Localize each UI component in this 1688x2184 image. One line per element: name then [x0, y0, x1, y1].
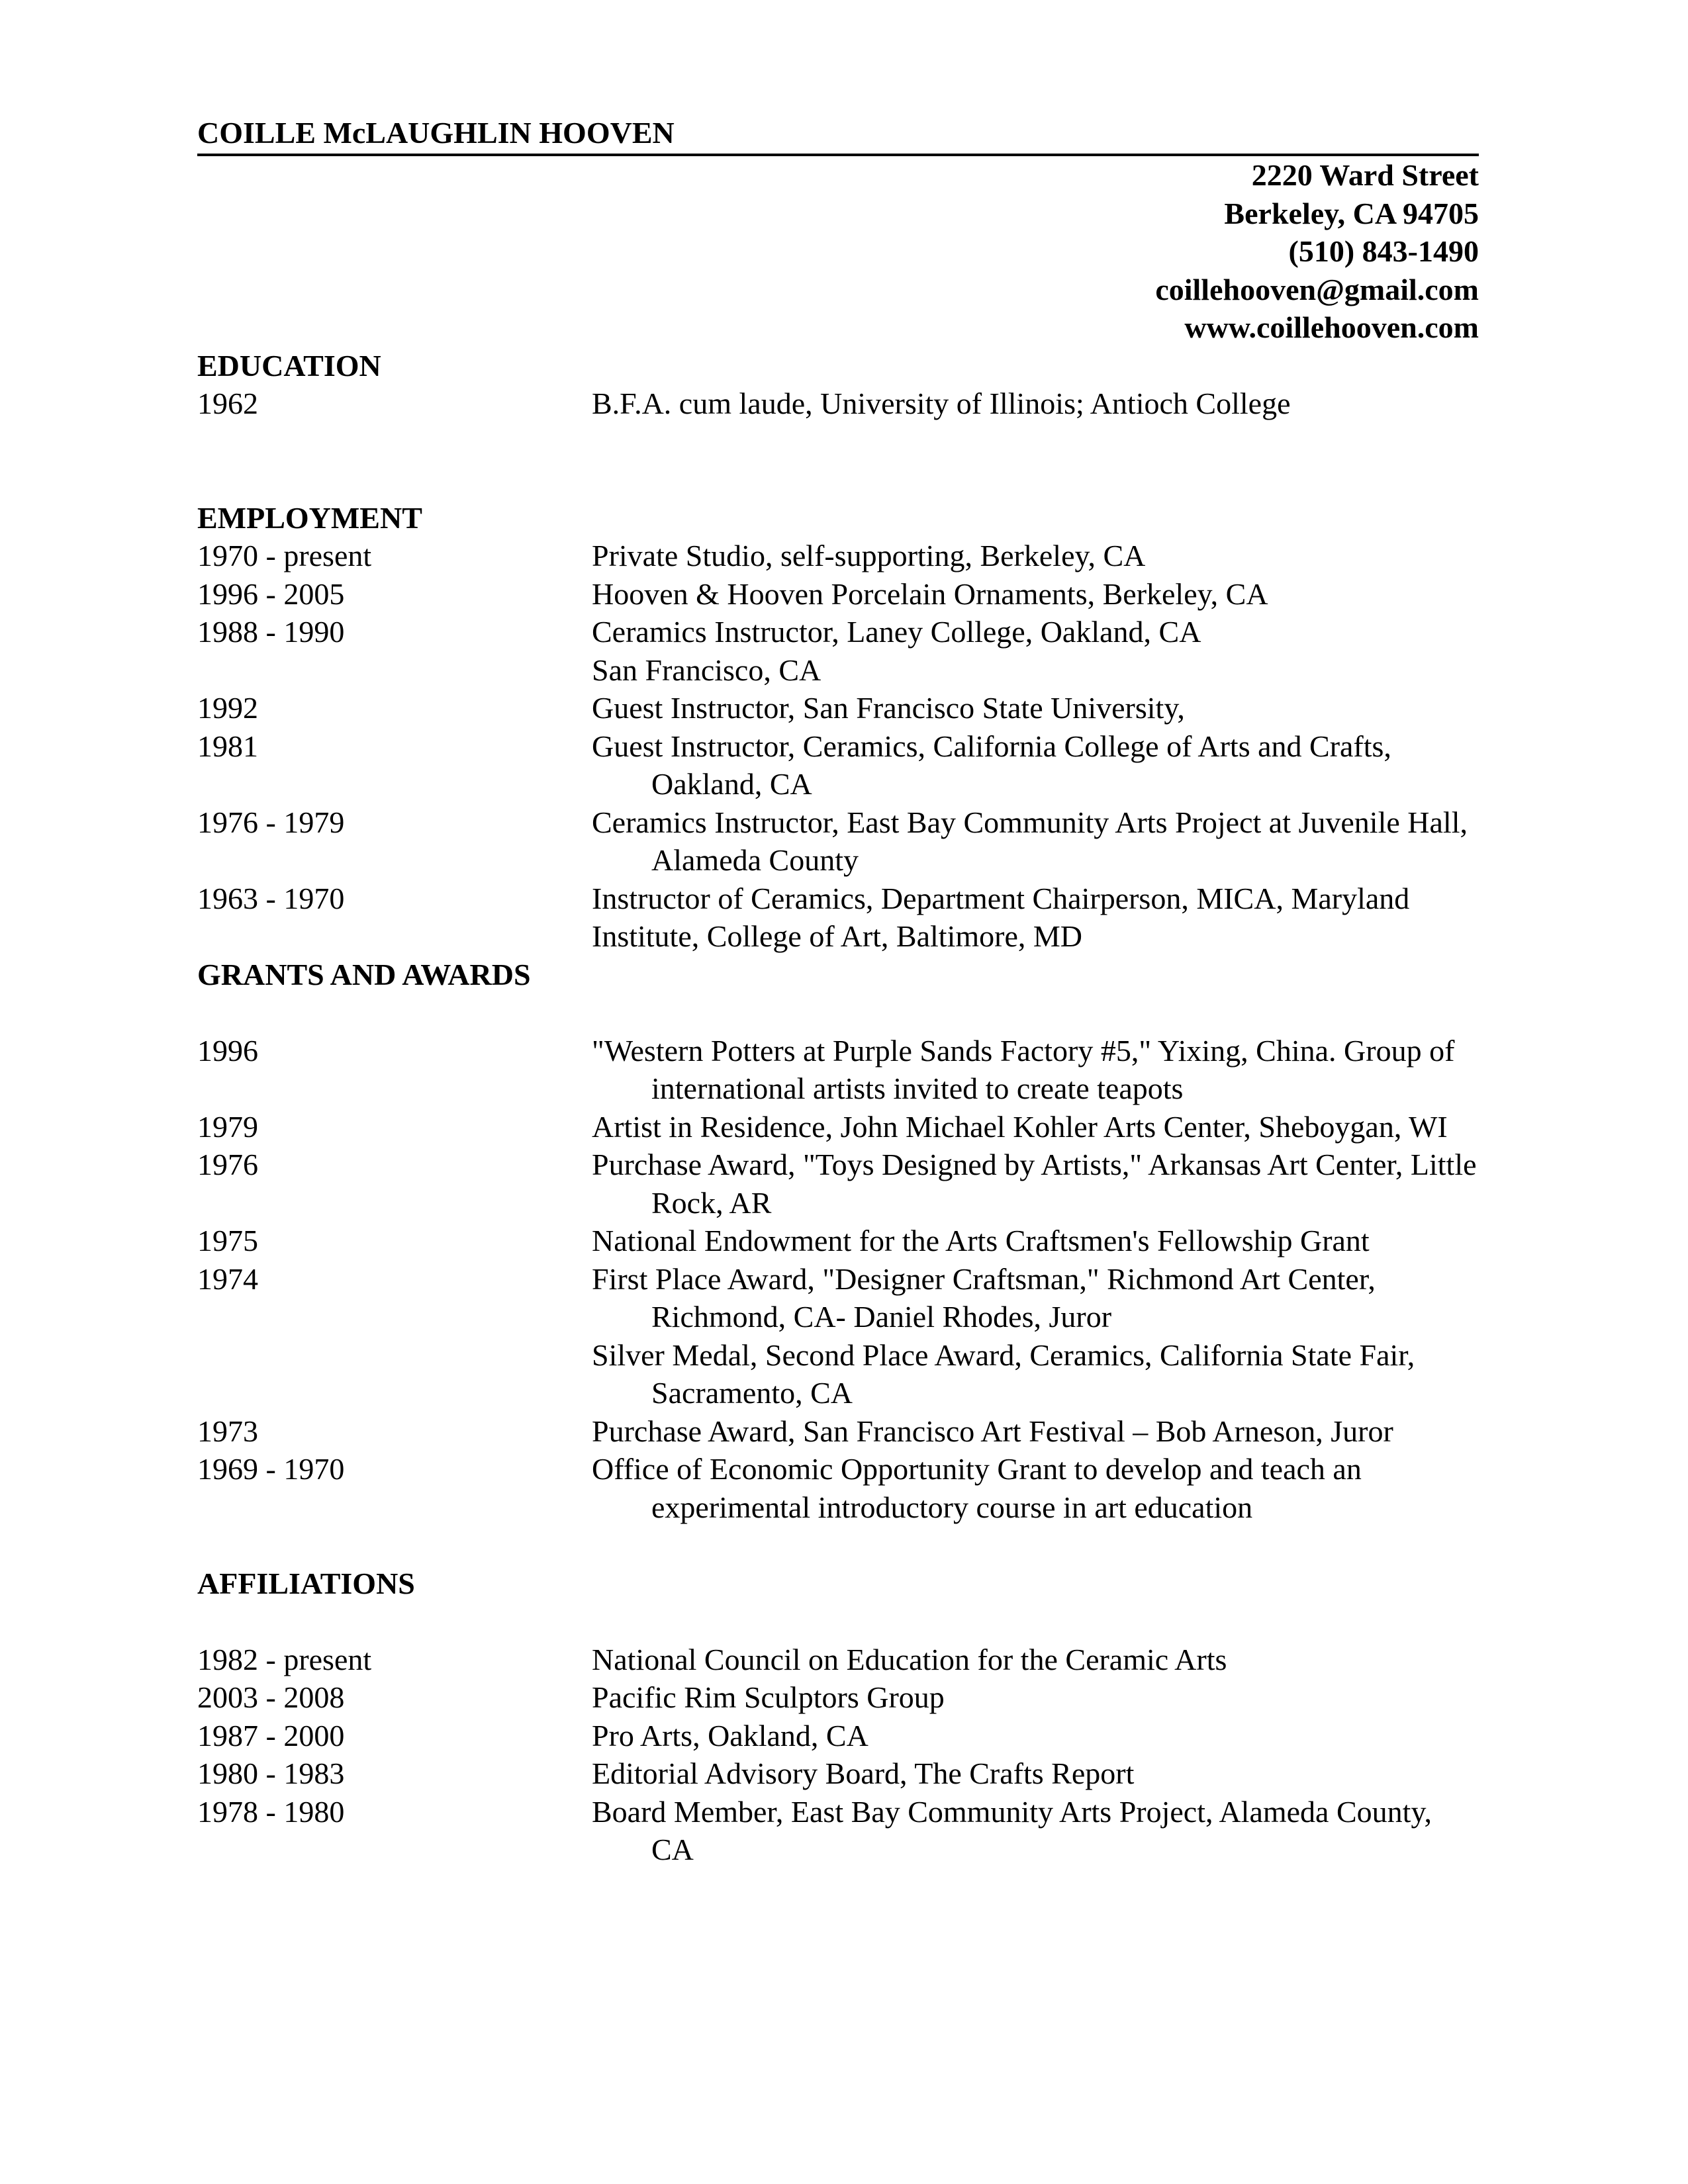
employment-row [197, 803, 1479, 880]
entry-date: 1988 - 1990 [197, 615, 345, 649]
contact-website: www.coillehooven.com [1184, 310, 1479, 344]
entry-description: Institute, College of Art, Baltimore, MD [592, 919, 1083, 953]
grants-row [197, 1108, 1479, 1146]
contact-city: Berkeley, CA 94705 [1224, 196, 1479, 230]
entry-date: 1979 [197, 1109, 258, 1144]
affiliations-row [197, 1717, 1479, 1755]
entry-date: 1981 [197, 729, 258, 763]
entry-description: "Western Potters at Purple Sands Factory #5," Yixing, China. Group of international artists invited to create teapots [592, 1033, 1455, 1105]
grants-row [197, 1032, 1479, 1108]
contact-street: 2220 Ward Street [1251, 158, 1479, 192]
entry-date [197, 651, 592, 690]
resume-name: COILLE McLAUGHLIN HOOVEN [197, 115, 1479, 156]
education-heading: EDUCATION [197, 348, 381, 383]
grants-row [197, 1412, 1479, 1451]
grants-row [197, 1336, 1479, 1412]
employment-heading: EMPLOYMENT [197, 500, 422, 535]
entry-description: Pacific Rim Sculptors Group [592, 1680, 945, 1714]
entry-description: Editorial Advisory Board, The Crafts Report [592, 1756, 1135, 1790]
employment-row [197, 537, 1479, 575]
entry-date: 1973 [197, 1414, 258, 1448]
employment-row [197, 689, 1479, 727]
entry-date: 2003 - 2008 [197, 1680, 345, 1714]
entry-date: 1976 - 1979 [197, 805, 345, 839]
affiliations-row [197, 1678, 1479, 1717]
entry-description: Guest Instructor, San Francisco State University, [592, 691, 1185, 725]
employment-row [197, 613, 1479, 651]
employment-row [197, 880, 1479, 918]
entry-description: Guest Instructor, Ceramics, California College of Arts and Crafts, Oakland, CA [592, 729, 1391, 801]
entry-description: Private Studio, self-supporting, Berkeley, CA [592, 539, 1146, 572]
entry-date: 1976 [197, 1148, 258, 1181]
entry-date: 1969 - 1970 [197, 1452, 345, 1486]
entry-date: 1992 [197, 691, 258, 725]
entry-date: 1974 [197, 1261, 258, 1296]
entry-description: National Council on Education for the Ceramic Arts [592, 1642, 1227, 1676]
entry-description: First Place Award, "Designer Craftsman," Richmond Art Center, Richmond, CA- Daniel Rhodes, Juror [592, 1261, 1376, 1334]
entry-description: Pro Arts, Oakland, CA [592, 1718, 868, 1752]
grants-row [197, 1222, 1479, 1260]
entry-description: Artist in Residence, John Michael Kohler Arts Center, Sheboygan, WI [592, 1109, 1448, 1144]
entry-date: 1970 - present [197, 539, 372, 572]
contact-phone: (510) 843-1490 [1288, 234, 1479, 268]
employment-row [197, 917, 1479, 956]
entry-description: Ceramics Instructor, East Bay Community Arts Project at Juvenile Hall, Alameda County [592, 805, 1468, 877]
entry-date: 1982 - present [197, 1642, 372, 1676]
entry-description: Board Member, East Bay Community Arts Project, Alameda County, CA [592, 1794, 1432, 1866]
entry-description: Silver Medal, Second Place Award, Ceramics, California State Fair, Sacramento, CA [592, 1338, 1415, 1410]
entry-date [197, 917, 592, 956]
grants-heading: GRANTS AND AWARDS [197, 957, 531, 991]
entry-description: San Francisco, CA [592, 653, 821, 687]
entry-description: National Endowment for the Arts Craftsmen's Fellowship Grant [592, 1224, 1370, 1257]
entry-date [197, 1336, 592, 1412]
entry-date: 1996 - 2005 [197, 576, 345, 611]
entry-description: Ceramics Instructor, Laney College, Oakland, CA [592, 615, 1201, 649]
affiliations-row [197, 1641, 1479, 1679]
entry-date: 1987 - 2000 [197, 1718, 345, 1752]
resume-page [197, 115, 1479, 1869]
entry-description: Hooven & Hooven Porcelain Ornaments, Berkeley, CA [592, 576, 1268, 611]
employment-row [197, 651, 1479, 690]
entry-description: Purchase Award, San Francisco Art Festival – Bob Arneson, Juror [592, 1414, 1393, 1448]
contact-email: coillehooven@gmail.com [1155, 272, 1479, 306]
affiliations-heading: AFFILIATIONS [197, 1566, 415, 1600]
affiliations-row [197, 1754, 1479, 1793]
education-row [197, 385, 1479, 423]
entry-description: B.F.A. cum laude, University of Illinois; Antioch College [592, 387, 1291, 420]
grants-row [197, 1260, 1479, 1336]
employment-row [197, 727, 1479, 803]
employment-row [197, 575, 1479, 614]
entry-description: Instructor of Ceramics, Department Chairperson, MICA, Maryland [592, 881, 1410, 915]
affiliations-row [197, 1793, 1479, 1869]
entry-date: 1963 - 1970 [197, 881, 345, 915]
grants-row [197, 1450, 1479, 1526]
entry-description: Office of Economic Opportunity Grant to develop and teach an experimental introductory course in art education [592, 1452, 1362, 1524]
entry-date: 1978 - 1980 [197, 1794, 345, 1829]
entry-description: Purchase Award, "Toys Designed by Artists," Arkansas Art Center, Little Rock, AR [592, 1148, 1477, 1220]
entry-date: 1975 [197, 1224, 258, 1257]
entry-date: 1962 [197, 387, 258, 420]
entry-date: 1980 - 1983 [197, 1756, 345, 1790]
grants-row [197, 1146, 1479, 1222]
entry-date: 1996 [197, 1033, 258, 1068]
contact-block [197, 156, 1479, 347]
